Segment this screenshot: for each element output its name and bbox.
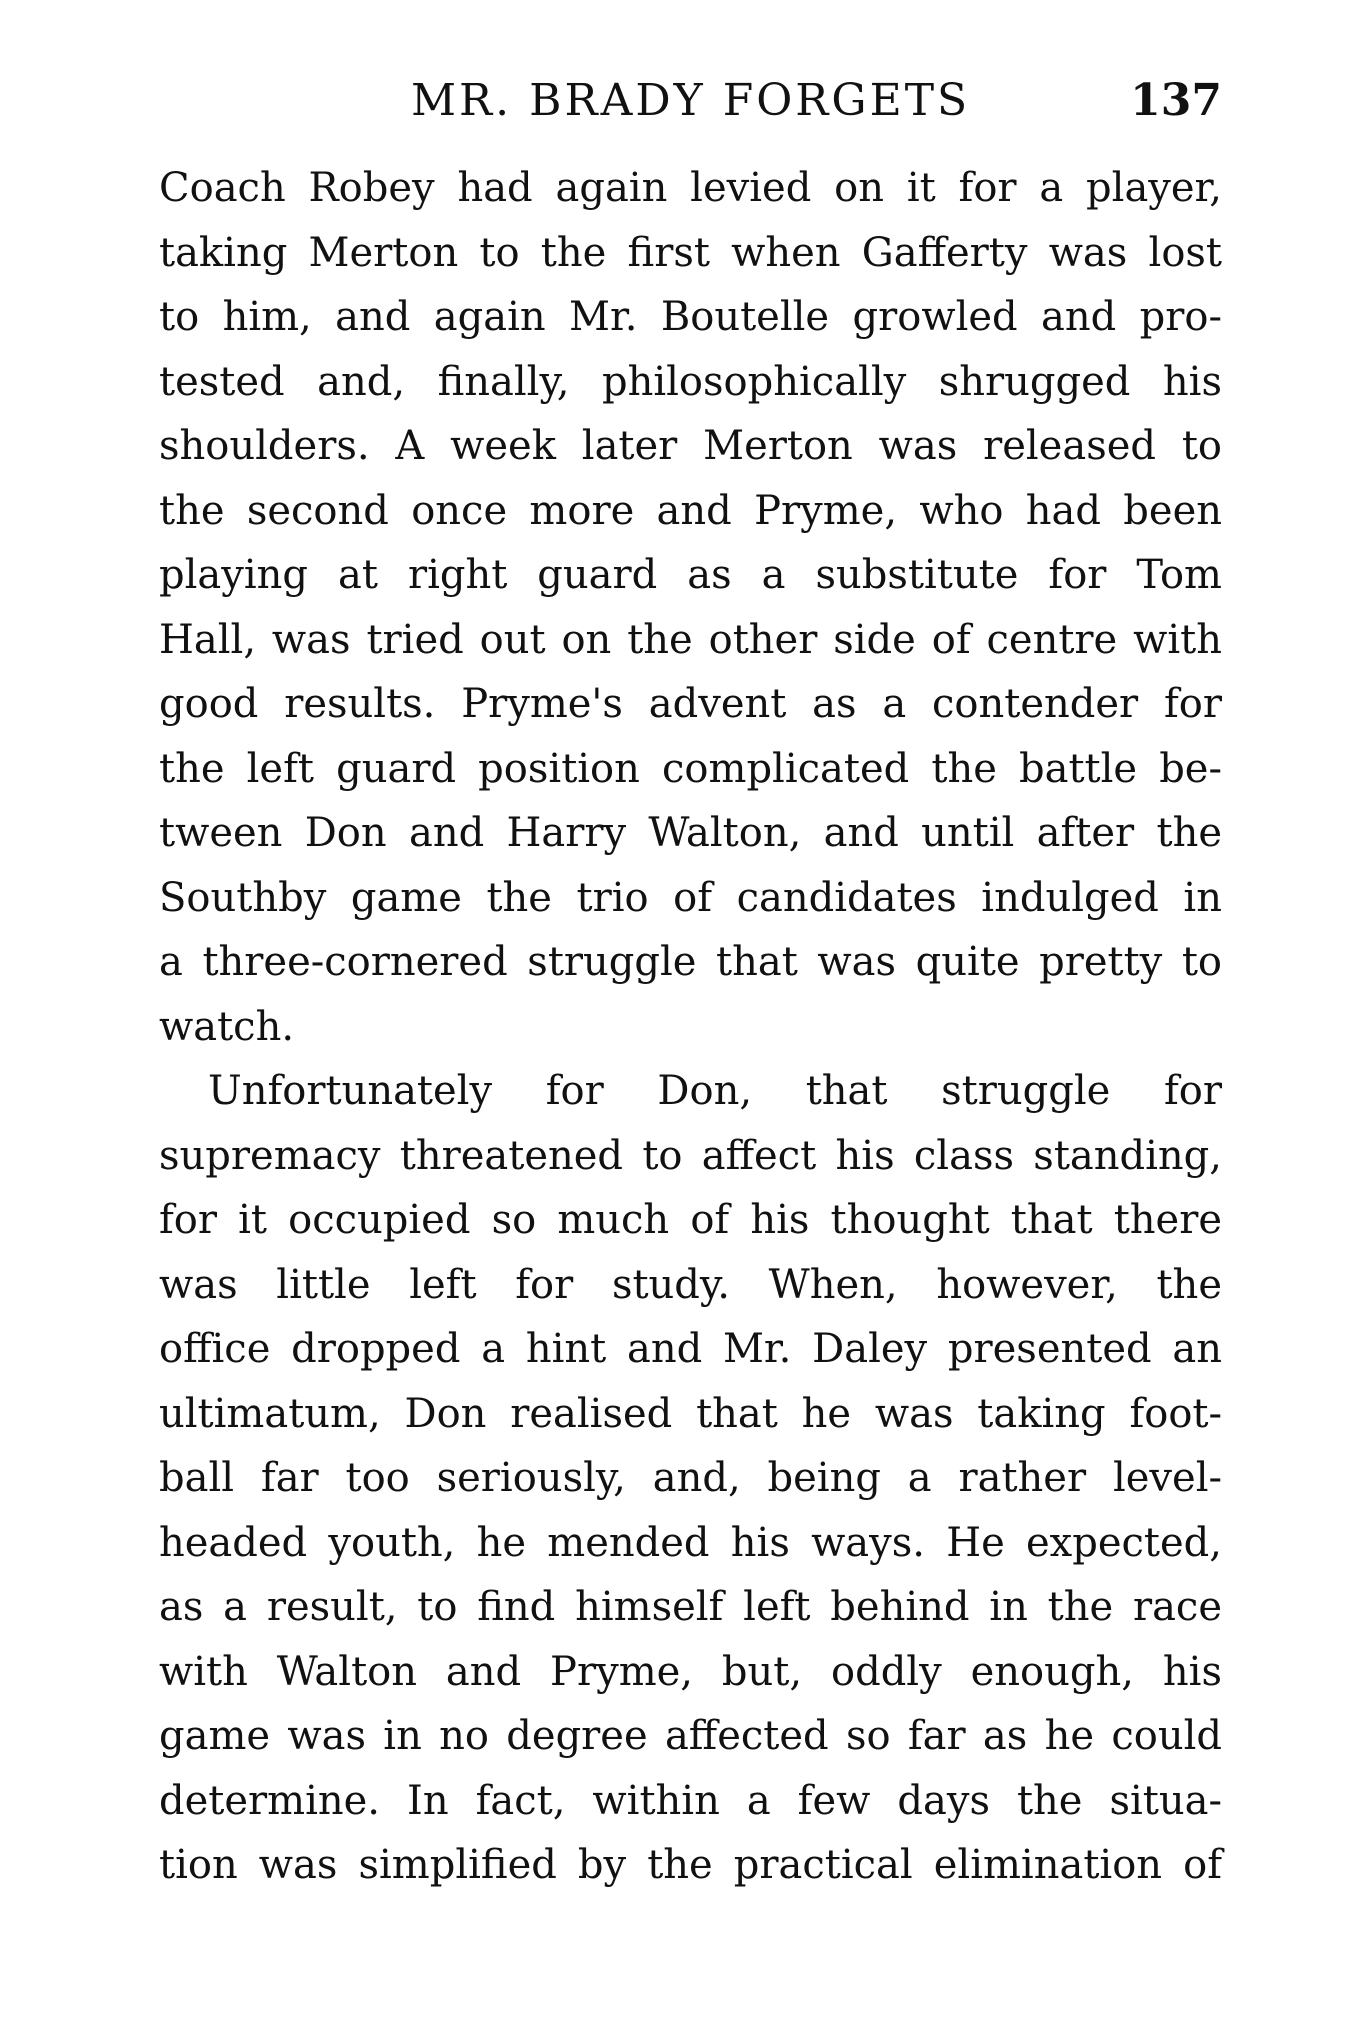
paragraph-1 — [159, 156, 1222, 1059]
text-line: good results. Pryme's advent as a contender for — [159, 681, 1222, 727]
text-line: Hall, was tried out on the other side of centre with — [159, 616, 1222, 663]
text-line: was little left for study. When, however, the — [159, 1261, 1222, 1308]
paragraph-2 — [159, 1059, 1222, 1898]
text-line: supremacy threatened to affect his class standing, — [159, 1132, 1222, 1179]
text-line: the second once more and Pryme, who had been — [159, 487, 1222, 534]
text-line: tested and, finally, philosophically shrugged his — [159, 358, 1222, 405]
text-line: Southby game the trio of candidates indulged in — [159, 874, 1222, 921]
text-line: ball far too seriously, and, being a rather level- — [159, 1455, 1222, 1501]
text-line: game was in no degree affected so far as he could — [159, 1713, 1222, 1759]
text-line: office dropped a hint and Mr. Daley presented an — [159, 1326, 1222, 1372]
text-line: playing at right guard as a substitute for Tom — [159, 552, 1222, 598]
text-line: a three-cornered struggle that was quite pretty to — [159, 939, 1222, 985]
text-line: to him, and again Mr. Boutelle growled and pro- — [159, 294, 1222, 340]
text-line: for it occupied so much of his thought that there — [159, 1197, 1222, 1243]
body-text — [159, 156, 1222, 1898]
text-line: tween Don and Harry Walton, and until after the — [159, 810, 1222, 856]
text-line: the left guard position complicated the battle be- — [159, 745, 1222, 792]
text-line: with Walton and Pryme, but, oddly enough, his — [159, 1648, 1222, 1695]
text-line: determine. In fact, within a few days the situa- — [159, 1777, 1222, 1824]
page-number: 137 — [1130, 75, 1222, 126]
text-line: tion was simplified by the practical elimination of — [159, 1842, 1222, 1888]
text-line: Coach Robey had again levied on it for a player, — [159, 165, 1222, 211]
text-line: as a result, to find himself left behind in the race — [159, 1584, 1222, 1630]
text-line: watch. — [159, 1003, 295, 1050]
running-title: MR. BRADY FORGETS — [411, 75, 971, 126]
text-line: taking Merton to the first when Gafferty was lost — [159, 229, 1222, 276]
text-line: Unfortunately for Don, that struggle for — [208, 1068, 1222, 1114]
running-head — [159, 66, 1222, 136]
text-line: shoulders. A week later Merton was released to — [159, 423, 1222, 469]
text-line: ultimatum, Don realised that he was taking foot- — [159, 1390, 1222, 1437]
text-line: headed youth, he mended his ways. He expected, — [159, 1519, 1222, 1566]
